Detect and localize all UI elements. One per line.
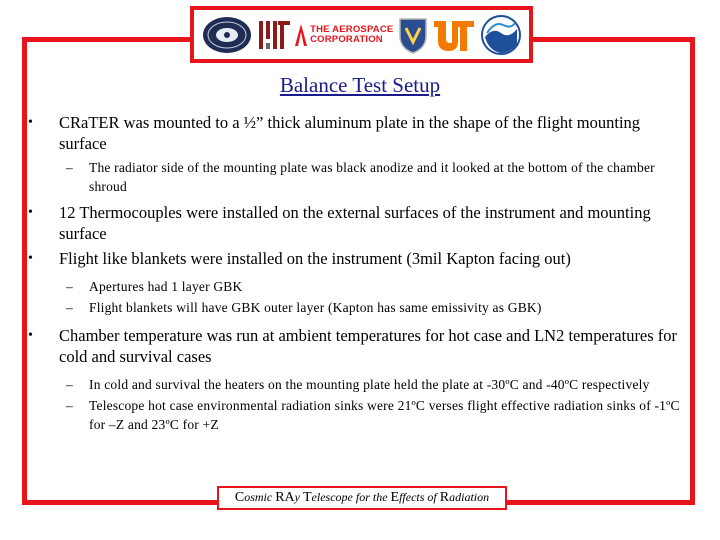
footer-word: y [294, 490, 303, 504]
footer-word: adiation [449, 490, 490, 504]
sub-bullet-marker: – [66, 377, 73, 392]
aerospace-corporation-logo [295, 24, 393, 46]
sub-bullet-item [28, 396, 688, 434]
aerospace-line-1: THE AEROSPACE [310, 23, 394, 35]
sub-bullet-item [28, 158, 688, 196]
slide-content [28, 112, 688, 434]
footer-word: ffects of [399, 490, 440, 504]
sub-bullet-marker: – [66, 300, 73, 315]
footer-text [235, 490, 489, 506]
footer-cap: C [234, 490, 245, 505]
university-seal-logo [202, 15, 252, 55]
sub-bullet-text: The radiator side of the mounting plate was black anodize and it looked at the bottom of the chamber shroud [89, 160, 655, 194]
bullet-text: 12 Thermocouples were installed on the external surfaces of the instrument and mounting surface [59, 203, 651, 243]
ut-logo [432, 17, 476, 53]
mit-logo [257, 17, 291, 53]
bullet-item [28, 325, 688, 367]
bullet-marker: • [28, 205, 33, 220]
bullet-marker: • [28, 251, 33, 266]
aerospace-line-2: CORPORATION [310, 33, 383, 45]
sub-bullet-marker: – [66, 279, 73, 294]
logo-bar [190, 6, 533, 63]
sub-bullet-marker: – [66, 398, 73, 413]
footer-cap: R [439, 490, 450, 505]
bullet-marker: • [28, 115, 33, 130]
footer-cap: RA [275, 490, 295, 505]
sub-bullet-text: Apertures had 1 layer GBK [89, 279, 243, 294]
bullet-item [28, 248, 688, 269]
sub-bullet-item [28, 298, 688, 317]
sub-bullet-item [28, 375, 688, 394]
bullet-text: Chamber temperature was run at ambient temperatures for hot case and LN2 temperatures for cold and survival cases [59, 326, 678, 366]
footer-word: elescope for the [311, 490, 391, 504]
sub-bullet-text: Flight blankets will have GBK outer layer (Kapton has same emissivity as GBK) [89, 300, 542, 315]
slide-title: Balance Test Setup [279, 73, 441, 97]
sub-bullet-text: Telescope hot case environmental radiation sinks were 21ºC verses flight effective radiation sinks of -1ºC for –Z and 23ºC for +Z [89, 398, 680, 432]
bullet-item [28, 112, 688, 154]
bullet-marker: • [28, 328, 33, 343]
noaa-logo [481, 15, 521, 55]
air-force-shield-logo [398, 16, 428, 54]
footer-word: osmic [244, 490, 276, 504]
sub-bullet-item [28, 277, 688, 296]
bullet-text: Flight like blankets were installed on the instrument (3mil Kapton facing out) [59, 249, 571, 268]
footer-cap: T [302, 490, 312, 505]
bullet-item [28, 202, 688, 244]
sub-bullet-text: In cold and survival the heaters on the mounting plate held the plate at -30ºC and -40ºC respectively [89, 377, 650, 392]
footer-acronym-box [217, 486, 507, 510]
footer-cap: E [390, 490, 400, 505]
bullet-text: CRaTER was mounted to a ½” thick aluminum plate in the shape of the flight mounting surface [59, 113, 641, 153]
sub-bullet-marker: – [66, 160, 73, 175]
aerospace-mark-icon [295, 24, 307, 46]
